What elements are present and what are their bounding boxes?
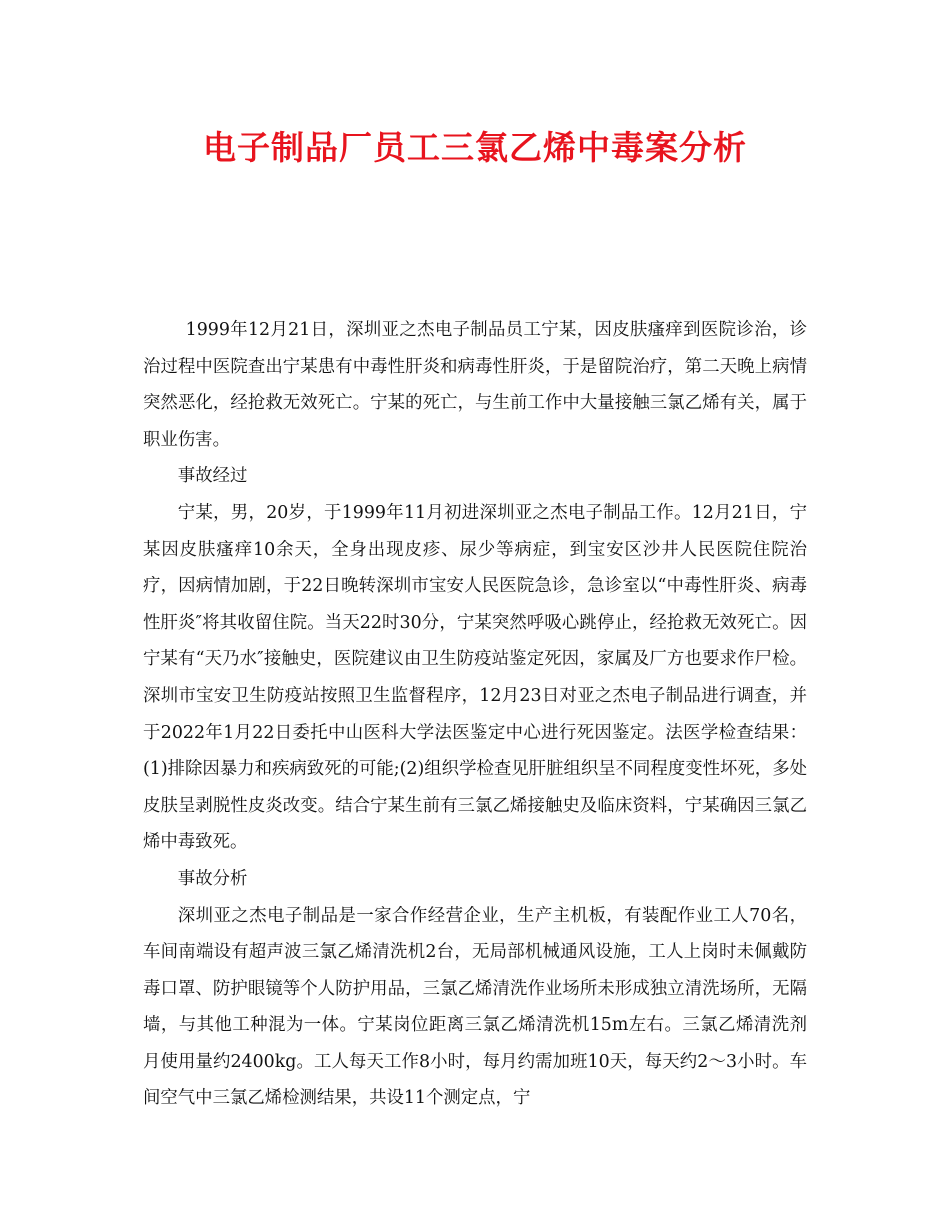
accident-process-paragraph: 宁某，男，20岁，于1999年11月初进深圳亚之杰电子制品工作。12月21日，宁某因皮肤瘙痒10余天，全身出现皮疹、尿少等病症，到宝安区沙井人民医院住院治疗，因病情加剧，于22日晚转深圳市宝安人民医院急诊，急诊室以“中毒性肝炎、病毒性肝炎″将其收留住院。当天22时30分，宁某突然呼吸心跳停止，经抢救无效死亡。因宁某有“天乃水″接触史，医院建议由卫生防疫站鉴定死因，家属及厂方也要求作尸检。深圳市宝安卫生防疫站按照卫生监督程序，12月23日对亚之杰电子制品进行调查，并于2022年1月22日委托中山医科大学法医鉴定中心进行死因鉴定。法医学检查结果：(1)排除因暴力和疾病致死的可能;(2)组织学检查见肝脏组织呈不同程度变性坏死，多处皮肤呈剥脱性皮炎改变。结合宁某生前有三氯乙烯接触史及临床资料，宁某确因三氯乙烯中毒致死。 bbox=[143, 502, 807, 853]
intro-paragraph: 1999年12月21日，深圳亚之杰电子制品员工宁某，因皮肤瘙痒到医院诊治，诊治过程中医院查出宁某患有中毒性肝炎和病毒性肝炎，于是留院治疗，第二天晚上病情突然恶化，经抢救无效死亡。宁某的死亡，与生前工作中大量接触三氯乙烯有关，属于职业伤害。 bbox=[143, 320, 807, 450]
section-heading-accident-analysis: 事故分析 bbox=[177, 868, 248, 889]
document-title: 电子制品厂员工三氯乙烯中毒案分析 bbox=[203, 128, 747, 167]
section-heading-accident-process: 事故经过 bbox=[177, 466, 248, 487]
accident-analysis-paragraph: 深圳亚之杰电子制品是一家合作经营企业，生产主机板，有装配作业工人70名，车间南端设有超声波三氯乙烯清洗机2台，无局部机械通风设施，工人上岗时未佩戴防毒口罩、防护眼镜等个人防护用品，三氯乙烯清洗作业场所未形成独立清洗场所，无隔墙，与其他工种混为一体。宁某岗位距离三氯乙烯清洗机15m左右。三氯乙烯清洗剂月使用量约2400kg。工人每天工作8小时，每月约需加班10天，每天约2～3小时。车间空气中三氯乙烯检测结果，共设11个测定点，宁 bbox=[143, 905, 807, 1109]
document-body bbox=[143, 312, 807, 1117]
